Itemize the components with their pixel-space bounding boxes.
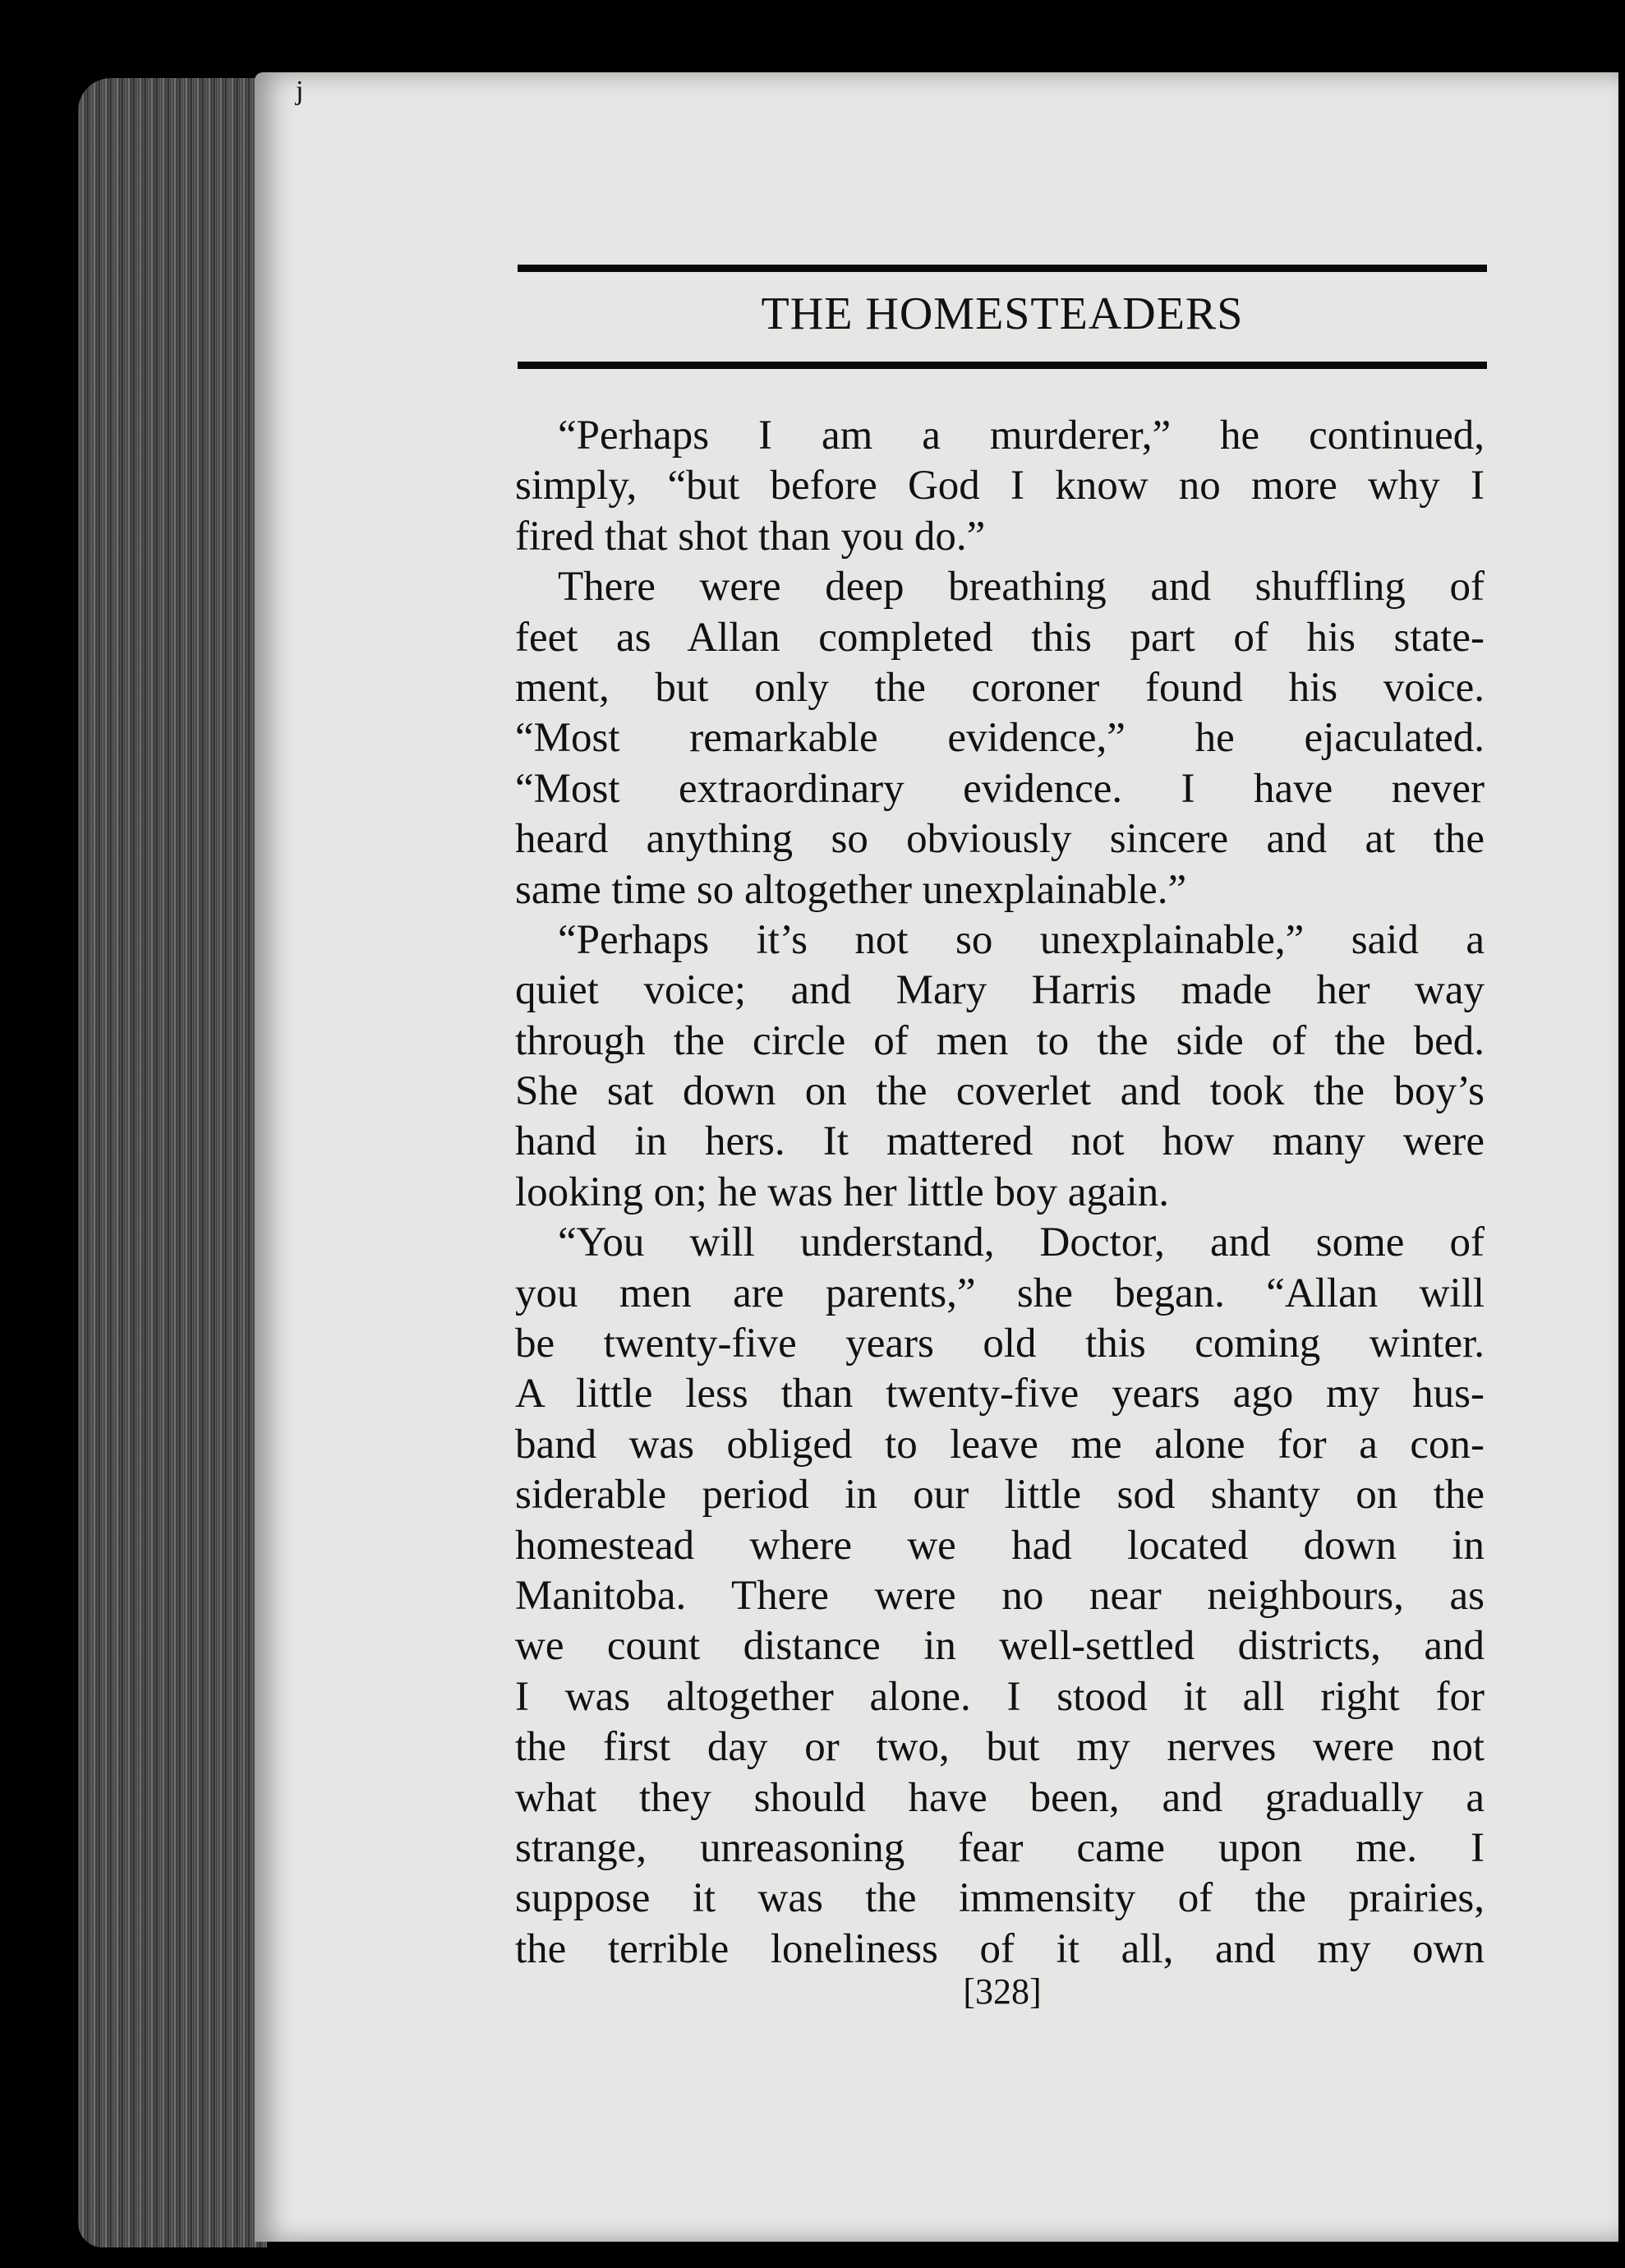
text-line: we count distance in well-settled districts, and xyxy=(515,1623,1485,1670)
text-line: simply, “but before God I know no more why I xyxy=(515,463,1485,509)
text-line: the terrible loneliness of it all, and my own xyxy=(515,1925,1485,1972)
text-line: strange, unreasoning fear came upon me. I xyxy=(515,1824,1485,1871)
text-line: hand in hers. It mattered not how many were xyxy=(515,1118,1485,1165)
text-line: homestead where we had located down in xyxy=(515,1522,1485,1569)
text-line: you men are parents,” she began. “Allan will xyxy=(515,1270,1485,1316)
text-line: fired that shot than you do.” xyxy=(515,513,986,560)
text-line: be twenty-five years old this coming winter. xyxy=(515,1321,1485,1367)
text-line: A little less than twenty-five years ago my hus- xyxy=(515,1371,1485,1418)
header-bottom-rule xyxy=(518,362,1487,369)
page-number: [328] xyxy=(963,1971,1042,2012)
text-line: She sat down on the coverlet and took the boy’s xyxy=(515,1068,1485,1115)
text-line: Manitoba. There were no near neighbours, as xyxy=(515,1572,1485,1619)
body-text xyxy=(515,411,1485,1975)
header-top-rule xyxy=(518,265,1487,272)
text-line: what they should have been, and gradually a xyxy=(515,1774,1485,1821)
text-line: There were deep breathing and shuffling of xyxy=(558,564,1485,611)
text-line: looking on; he was her little boy again. xyxy=(515,1169,1170,1215)
book-page-edges xyxy=(78,78,267,2247)
text-line: I was altogether alone. I stood it all right for xyxy=(515,1673,1485,1720)
text-line: the first day or two, but my nerves were not xyxy=(515,1724,1485,1771)
text-line: siderable period in our little sod shanty on the xyxy=(515,1472,1485,1519)
text-line: “Perhaps it’s not so unexplainable,” said a xyxy=(558,916,1485,963)
text-line: feet as Allan completed this part of his state- xyxy=(515,614,1485,661)
text-line: “Perhaps I am a murderer,” he continued, xyxy=(558,413,1485,459)
text-line: through the circle of men to the side of the bed. xyxy=(515,1017,1485,1064)
text-line: “You will understand, Doctor, and some of xyxy=(558,1219,1485,1266)
text-line: same time so altogether unexplainable.” xyxy=(515,866,1187,913)
running-head: THE HOMESTEADERS xyxy=(761,288,1244,339)
text-line: ment, but only the coroner found his voice. xyxy=(515,664,1485,711)
text-line: band was obliged to leave me alone for a con- xyxy=(515,1421,1485,1468)
text-line: “Most remarkable evidence,” he ejaculated. xyxy=(515,715,1485,762)
page-corner-mark: j xyxy=(296,76,304,106)
text-line: “Most extraordinary evidence. I have never xyxy=(515,765,1485,812)
text-line: heard anything so obviously sincere and at the xyxy=(515,816,1485,863)
text-line: quiet voice; and Mary Harris made her way xyxy=(515,967,1485,1014)
text-line: suppose it was the immensity of the prairies, xyxy=(515,1875,1485,1922)
